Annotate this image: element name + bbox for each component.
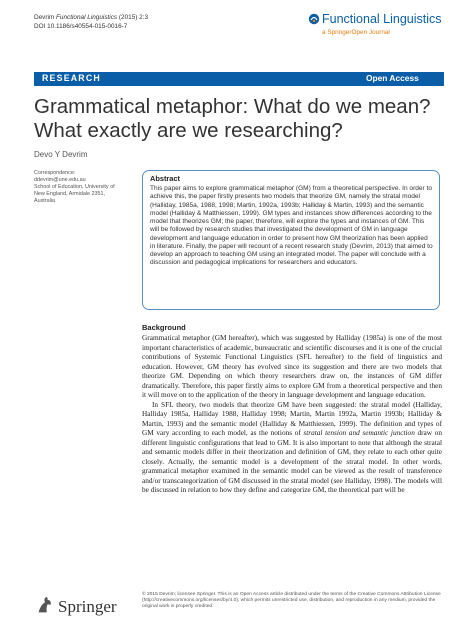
springer-horse-logo-icon bbox=[34, 594, 56, 616]
article-author: Devo Y Devrim bbox=[34, 150, 88, 159]
journal-brand-name: Functional Linguistics bbox=[322, 12, 442, 26]
journal-brand-sub: a SpringerOpen Journal bbox=[322, 29, 390, 36]
citation-volume: (2015) 2:3 bbox=[117, 14, 149, 21]
paragraph: Grammatical metaphor (GM hereafter), which was suggested by Halliday (1985a) is one of the most important characteristics of academic, bureaucratic and scientific discourses and it is one of the crucial contributions of Systemic Functional Linguistics (SFL hereafter) to the field of linguistics and education. However, GM theory has evolved since its suggestion and there are two models that theorize GM. Depending on which theory researchers draw on, the instances of GM differ dramatically. Therefore, this paper firstly aims to explore GM from a theoretical perspective and then it will move on to the application of the theory in language development and language education. bbox=[142, 333, 442, 399]
correspondence-label: Correspondence: bbox=[34, 170, 76, 176]
citation-journal: Functional Linguistics bbox=[56, 14, 118, 21]
background-heading: Background bbox=[142, 323, 186, 332]
article-type-label: RESEARCH bbox=[42, 73, 101, 83]
affiliation-line: New England, Armidale 2351, bbox=[34, 191, 106, 197]
abstract-heading: Abstract bbox=[150, 174, 180, 183]
correspondence-email[interactable]: ddevrim@une.edu.au bbox=[34, 177, 86, 183]
license-footer: © 2015 Devrim; licensee Springer. This is an Open Access article distributed under the terms of the Creative Commons Attribution License (http://creativecommons.org/licenses/by/4.0), which permits unrestricted use, distribution, and reproduction in any medium, provided the original work is properly credited. bbox=[142, 592, 441, 609]
springer-wordmark: Springer bbox=[58, 597, 117, 616]
citation-block bbox=[34, 14, 148, 31]
correspondence-block bbox=[34, 170, 134, 205]
open-access-label: Open Access bbox=[366, 73, 419, 83]
abstract-text: This paper aims to explore grammatical metaphor (GM) from a theoretical perspective. In order to achieve this, the paper firstly presents two models that theorize GM, namely the stratal model (Halliday, 1985a, 1988, 1998; Martin, 1992a, 1993b; Halliday & Martin, 1993) and the semantic model (Halliday & Matthiessen, 1999). GM types and instances show differences according to the model that theorizes GM; the paper, therefore, will explore the types and instances of GM. This will be followed by research studies that investigated the development of GM in language development and language education in order to present how GM theorization has been applied in literature. Finally, the paper will recount of a recent research study (Devrim, 2013) that aimed to develop an approach to teaching GM using an integrated model. The paper will conclude with a discussion and pedagogical implications for researchers and educators. bbox=[150, 185, 433, 267]
citation-doi[interactable]: DOI 10.1186/s40554-015-0016-7 bbox=[34, 22, 128, 30]
italic-term: stratal tension and semantic junction bbox=[303, 428, 415, 437]
paragraph: In SFL theory, two models that theorize GM have been suggested: the stratal model (Halliday, Halliday 1985a, Halliday 1988, Halliday 1998; Martin, Martin 1992a, Martin 1993b; Halliday & Martin, 1993) and the semantic model (Halliday & Matthiessen, 1999). The definition and types of GM vary according to each model, as the notions of stratal tension and semantic junction draw on different linguistic configurations that lead to GM. It is also important to note that although the stratal and semantic models differ in their theorization and definition of GM, they relate to each other quite closely. Actually, the semantic model is a development of the stratal model. In other words, grammatical metaphor examined in the semantic model can be viewed as the result of transference and/or transcategorization of GM discussed in the stratal model (see Halliday, 1998). The models will be discussed in relation to how they define and categorize GM, the theoretical part will be bbox=[142, 399, 442, 494]
citation-author: Devrim bbox=[34, 14, 57, 21]
journal-logo-icon bbox=[308, 13, 320, 25]
article-title: Grammatical metaphor: What do we mean? What exactly are we researching? bbox=[34, 95, 431, 142]
affiliation-line: School of Education, University of bbox=[34, 184, 115, 190]
affiliation-line: Australia bbox=[34, 198, 55, 204]
background-body bbox=[142, 333, 442, 495]
